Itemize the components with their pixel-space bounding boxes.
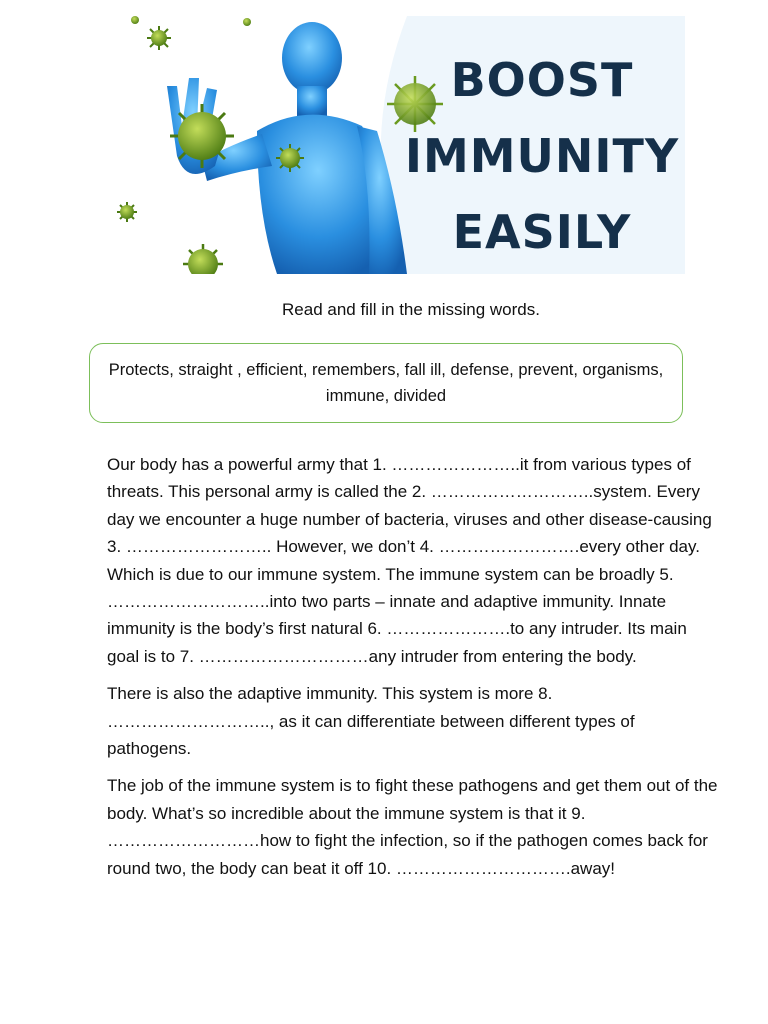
passage: [107, 451, 719, 892]
virus-icon: [131, 16, 139, 24]
virus-icon: [170, 104, 234, 168]
banner-image: [107, 16, 685, 274]
word-bank-box: [89, 343, 683, 423]
banner-title: [399, 42, 685, 270]
word-bank-text: Protects, straight , efficient, remembers, fall ill, defense, prevent, organisms, immune, divided: [108, 361, 664, 405]
virus-icon: [276, 144, 304, 172]
passage-paragraph: The job of the immune system is to fight these pathogens and get them out of the body. What’s so incredible about the immune system is that it 9. ………………………how to fight the infection, so if the pathogen comes back for round two, the body can beat it off 10. ………………………….away!: [107, 776, 718, 878]
banner-title-line: BOOST: [450, 53, 634, 107]
banner-title-line: EASILY: [452, 205, 632, 259]
passage-paragraph: There is also the adaptive immunity. This system is more 8. ……………………….., as it can differentiate between different types of pathogens.: [107, 684, 635, 759]
virus-icon: [183, 244, 223, 274]
instruction-text: Read and fill in the missing words.: [282, 300, 540, 319]
virus-icon: [243, 18, 251, 26]
virus-icon: [117, 202, 137, 222]
passage-paragraph: Our body has a powerful army that 1. …………………..it from various types of threats. This personal army is called the 2. ………………………..system. Every day we encounter a huge number of bacteria, viruses and other disease-causing 3. …………………….. However, we don’t 4. …………………….every other day. Which is due to our immune system. The immune system can be broadly 5. ………………………..into two parts – innate and adaptive immunity. Innate immunity is the body’s first natural 6. ………………….to any intruder. Its main goal is to 7. …………………………any intruder from entering the body.: [107, 455, 712, 666]
virus-icon: [147, 26, 171, 50]
banner-title-line: IMMUNITY: [404, 129, 680, 183]
